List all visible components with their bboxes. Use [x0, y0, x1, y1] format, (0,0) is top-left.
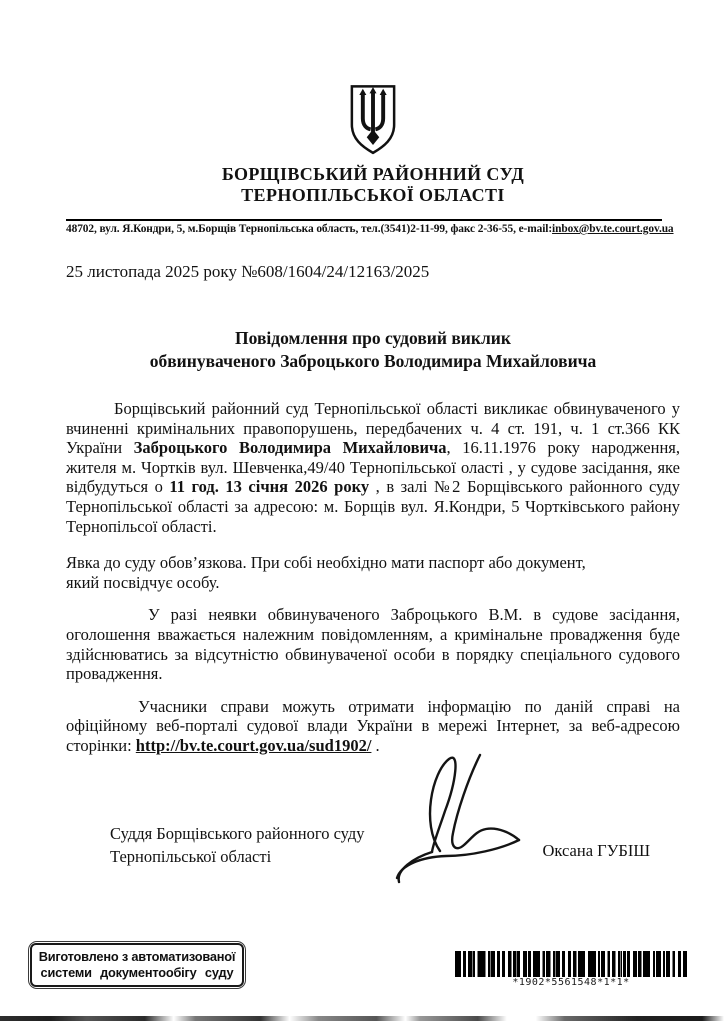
paragraph-nonappearance: У разі неявки обвинуваченого Заброцького В.М. в судове засідання, оголошення вважається належним повідомленням, а кримінальне провадження буде здійснюватись за відсутністю обвинуваченої особи в порядку спеціального судового провадження. [66, 605, 680, 684]
header-divider [66, 219, 662, 221]
barcode-bars [455, 951, 687, 977]
automation-stamp [28, 941, 246, 989]
p1-text-2: , 16.11.1976 року народження, жителя м. Чортків вул. Шевченка,49/40 Тернопільської оласті , у судове засідання, яке відбудуться о [66, 438, 680, 497]
court-portal-link[interactable]: http://bv.te.court.gov.ua/sud1902/ [135, 735, 372, 755]
letterhead [66, 0, 680, 235]
paragraph-web-portal [66, 697, 680, 756]
judge-name: Оксана ГУБІШ [542, 840, 650, 860]
address-text: 48702, вул. Я.Кондри, 5, м.Борщів Тернопільська область, тел.(3541)2-11-99, факс 2-36-55, e-mail: [66, 223, 553, 235]
stamp-line1: Виготовлено з автоматизованої [38, 949, 236, 964]
p4-text-1: Учасники справи можуть отримати інформацію по даній справі на офіційному веб-порталі судової влади України в мережі Інтернет, за веб-адресою сторінки: [66, 696, 680, 755]
accused-name: Заброцького Володимира Михайловича [133, 438, 447, 458]
paragraph-attendance-required: Явка до суду обов’язкова. При собі необхідно мати паспорт або документ, який посвідчує особу. [66, 553, 586, 592]
ukraine-trident-emblem-icon [346, 84, 400, 156]
document-title [66, 327, 680, 373]
p1-text-1: Борщівський районний суд Тернопільської області викликає обвинуваченого у вчиненні кримінальних правопорушень, передбачених ч. 4 ст. 191, ч. 1 ст.366 КК України [66, 399, 680, 458]
handwritten-signature [383, 752, 523, 884]
email-link[interactable]: inbox@bv.te.court.gov.ua [552, 223, 674, 235]
court-name [66, 164, 680, 206]
scan-edge-artifact [0, 1016, 724, 1021]
automation-stamp-text [30, 943, 244, 987]
date-and-case-number: 25 листопада 2025 року №608/1604/24/12163/2025 [66, 262, 430, 281]
stamp-line2: системи документообігу суду [40, 965, 234, 980]
court-address [66, 223, 680, 235]
document-title-line2: обвинуваченого Заброцького Володимира Михайловича [149, 351, 597, 371]
p1-text-3: , в залі №2 Борщівського районного суду Тернопільської області за адресою: м. Борщів вул. Я.Кондри, 5 Чортківського району Тернопільсої області. [66, 477, 681, 536]
document-title-line1: Повідомлення про судовий виклик [235, 328, 511, 348]
barcode-value: *1902*5561548*1*1* [512, 977, 630, 988]
judge-role-line2: Тернопільської області [110, 846, 272, 866]
hearing-datetime: 11 год. 13 січня 2026 року [169, 477, 370, 497]
signature-block [66, 822, 680, 902]
paragraph-summons [66, 399, 680, 536]
p4-text-2: . [371, 735, 380, 755]
judge-role-line1: Суддя Борщівського районного суду [110, 823, 365, 843]
court-name-line1: БОРЩІВСЬКИЙ РАЙОННИЙ СУД [221, 164, 525, 184]
court-name-line2: ТЕРНОПІЛЬСЬКОЇ ОБЛАСТІ [241, 185, 505, 205]
barcode [455, 951, 687, 989]
